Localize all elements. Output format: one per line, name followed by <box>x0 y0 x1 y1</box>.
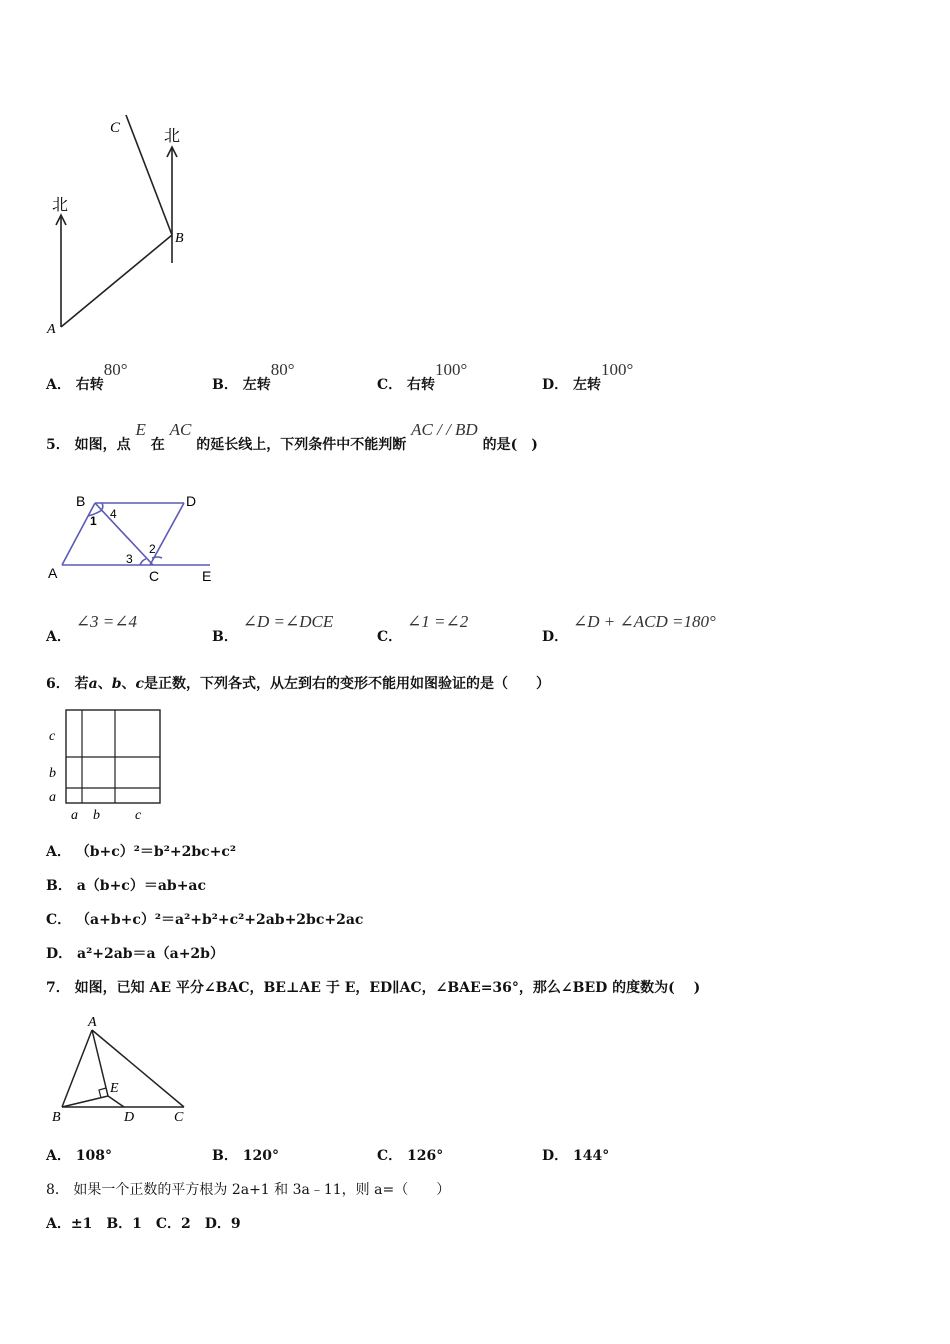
q6-option-b[interactable]: B． a（b+c）＝ab+ac <box>46 878 207 894</box>
label-b: B <box>52 1110 61 1125</box>
angle-mark-3 <box>140 559 146 565</box>
angle-mark-2 <box>152 557 162 558</box>
label-1: 1 <box>90 514 97 528</box>
line-ae <box>92 1030 108 1096</box>
label-4: 4 <box>110 507 117 521</box>
north-label-a: 北 <box>52 197 69 214</box>
line-ed <box>108 1096 124 1107</box>
q6-figure <box>44 706 174 826</box>
q6-option-d[interactable]: D． a²+2ab＝a（a+2b） <box>46 946 224 962</box>
label-c: C <box>174 1110 184 1125</box>
q7-option-b[interactable]: B． 120° <box>212 1148 279 1164</box>
label-b: B <box>76 493 86 509</box>
line-ac <box>92 1030 184 1107</box>
q5-figure <box>40 488 230 588</box>
q7-option-a[interactable]: A． 108° <box>46 1148 112 1164</box>
side-label-a: a <box>49 790 56 805</box>
q5-option-a[interactable]: A． ∠3 =∠4 <box>46 612 137 645</box>
q5-option-d[interactable]: D． ∠D + ∠ACD =180° <box>542 612 716 645</box>
label-a: A <box>88 1015 97 1030</box>
label-e: E <box>202 568 212 584</box>
q7-figure <box>46 1010 196 1130</box>
q5-stem: 5． 如图，点 E 在 AC 的延长线上，下列条件中不能判断 AC / / BD 的是( ) <box>46 420 538 453</box>
q4-figure <box>40 105 200 345</box>
q7-stem: 7． 如图，已知 AE 平分∠BAC，BE⊥AE 于 E，ED∥AC，∠BAE=36°，那么∠BED 的度数为( ) <box>46 980 701 996</box>
north-label-b: 北 <box>164 128 181 145</box>
label-d: D <box>124 1110 135 1125</box>
line-ab <box>62 503 95 565</box>
q4-option-d[interactable]: D． 左转100° <box>542 360 634 393</box>
q7-option-c[interactable]: C． 126° <box>377 1148 444 1164</box>
q8-options[interactable]: A．±1 B．1 C．2 D．9 <box>46 1216 241 1232</box>
label-a: A <box>47 322 56 337</box>
label-d: D <box>186 493 197 509</box>
side-label-b: b <box>49 766 56 781</box>
label-b: B <box>175 231 184 246</box>
q4-option-c[interactable]: C． 右转100° <box>377 360 468 393</box>
q7-option-d[interactable]: D． 144° <box>542 1148 610 1164</box>
q6-option-c[interactable]: C． （a+b+c）²＝a²+b²+c²+2ab+2bc+2ac <box>46 912 364 928</box>
label-c: C <box>110 120 121 136</box>
q6-stem: 6． 若a、b、c是正数，下列各式，从左到右的变形不能用如图验证的是（ ） <box>46 676 551 692</box>
q6-option-a[interactable]: A． （b+c）²＝b²+2bc+c² <box>46 844 237 860</box>
bottom-label-c: c <box>135 808 142 823</box>
label-c: C <box>149 568 160 584</box>
side-label-c: c <box>49 729 56 744</box>
bottom-label-a: a <box>71 808 78 823</box>
q5-option-c[interactable]: C． ∠1 =∠2 <box>377 612 469 645</box>
label-2: 2 <box>149 542 156 556</box>
label-a: A <box>48 565 58 581</box>
q5-option-b[interactable]: B． ∠D =∠DCE <box>212 612 334 645</box>
line-bc <box>95 503 153 565</box>
label-3: 3 <box>126 552 133 566</box>
q8-stem: 8． 如果一个正数的平方根为 2a+1 和 3a﹣11，则 a=（ ） <box>46 1182 451 1198</box>
angle-mark-4 <box>101 503 103 510</box>
line-ab <box>62 1030 92 1107</box>
bottom-label-b: b <box>93 808 100 823</box>
line-ab <box>61 235 172 327</box>
q4-option-b[interactable]: B． 左转80° <box>212 360 295 393</box>
q4-option-a[interactable]: A． 右转80° <box>46 360 128 393</box>
label-e: E <box>110 1081 119 1096</box>
